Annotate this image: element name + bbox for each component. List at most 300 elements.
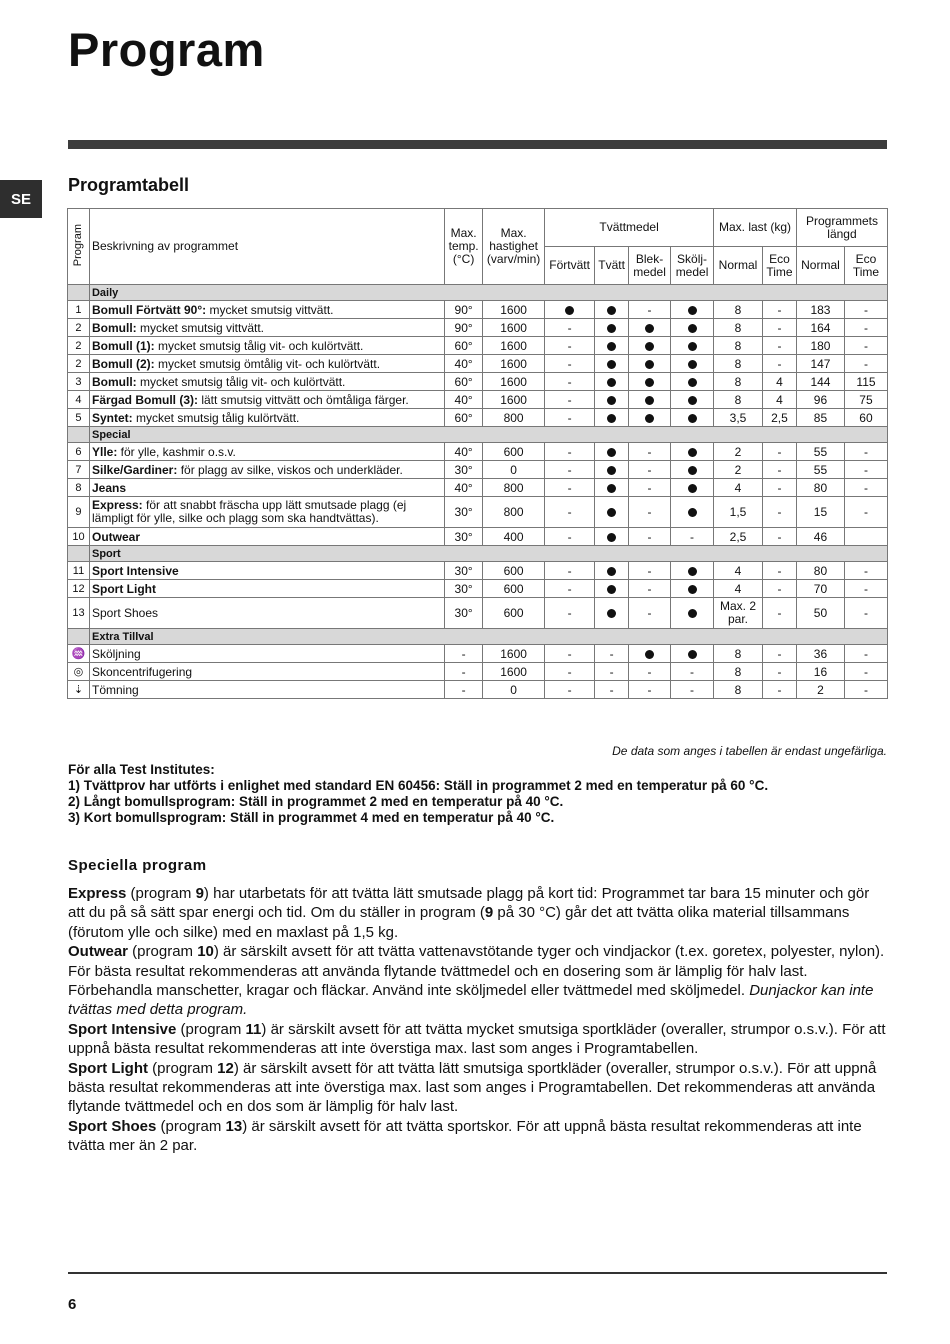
duration-eco: - — [844, 461, 887, 479]
prewash: - — [545, 645, 595, 663]
filled-dot-icon — [688, 650, 697, 659]
table-row — [68, 337, 888, 355]
table-row — [68, 580, 888, 598]
filled-dot-icon — [688, 585, 697, 594]
prewash: - — [545, 391, 595, 409]
filled-dot-icon — [607, 396, 616, 405]
load-normal: 2 — [714, 443, 763, 461]
max-temp: 30° — [445, 461, 483, 479]
wash — [595, 319, 629, 337]
load-eco: - — [762, 319, 796, 337]
max-temp: 40° — [445, 443, 483, 461]
spin-icon: ◎ — [73, 666, 84, 678]
program-description: Sport Intensive — [89, 562, 444, 580]
filled-dot-icon — [607, 484, 616, 493]
wash — [595, 562, 629, 580]
group-label: Special — [89, 427, 887, 443]
program-description: Express: för att snabbt fräscha upp lätt smutsade plagg (ej lämpligt för ylle, silke och plagg som ska handtvättas). — [89, 497, 444, 528]
duration-normal: 96 — [796, 391, 844, 409]
load-normal: 8 — [714, 337, 763, 355]
paragraph: Sport Intensive (program 11) är särskilt avsett för att tvätta mycket smutsiga sportkläder (overaller, strumpor o.s.v.). För att uppnå bästa resultat rekommenderas att inte överstiga max. last som anges i Programtabellen. — [68, 1020, 886, 1058]
load-eco: - — [762, 528, 796, 546]
prewash: - — [545, 409, 595, 427]
max-temp: 40° — [445, 479, 483, 497]
load-normal: 8 — [714, 681, 763, 699]
duration-normal: 36 — [796, 645, 844, 663]
prewash: - — [545, 355, 595, 373]
duration-eco: - — [844, 301, 887, 319]
program-description: Outwear — [89, 528, 444, 546]
max-speed: 800 — [483, 497, 545, 528]
wash — [595, 391, 629, 409]
load-eco: - — [762, 355, 796, 373]
softener — [671, 409, 714, 427]
filled-dot-icon — [688, 448, 697, 457]
max-temp: - — [445, 681, 483, 699]
filled-dot-icon — [607, 466, 616, 475]
filled-dot-icon — [645, 342, 654, 351]
max-speed: 1600 — [483, 373, 545, 391]
header-max-temp: Max. temp. (°C) — [445, 209, 483, 285]
table-row — [68, 663, 888, 681]
program-description: Tömning — [89, 681, 444, 699]
filled-dot-icon — [688, 396, 697, 405]
duration-eco: - — [844, 319, 887, 337]
max-speed: 600 — [483, 562, 545, 580]
filled-dot-icon — [688, 508, 697, 517]
duration-normal: 15 — [796, 497, 844, 528]
prewash: - — [545, 528, 595, 546]
filled-dot-icon — [607, 508, 616, 517]
duration-normal: 55 — [796, 461, 844, 479]
max-speed: 1600 — [483, 319, 545, 337]
program-number: 10 — [68, 528, 90, 546]
max-temp: 90° — [445, 301, 483, 319]
prewash: - — [545, 479, 595, 497]
table-row — [68, 562, 888, 580]
wash — [595, 598, 629, 629]
program-description: Skoncentrifugering — [89, 663, 444, 681]
filled-dot-icon — [688, 414, 697, 423]
max-temp: 90° — [445, 319, 483, 337]
header-description: Beskrivning av programmet — [89, 209, 444, 285]
program-number: 11 — [68, 562, 90, 580]
load-normal: 4 — [714, 580, 763, 598]
header-max-load: Max. last (kg) — [714, 209, 797, 247]
filled-dot-icon — [645, 378, 654, 387]
max-speed: 1600 — [483, 663, 545, 681]
filled-dot-icon — [645, 360, 654, 369]
load-eco: 4 — [762, 373, 796, 391]
filled-dot-icon — [688, 609, 697, 618]
wash: - — [595, 681, 629, 699]
table-row — [68, 598, 888, 629]
load-eco: - — [762, 443, 796, 461]
header-load-normal: Normal — [714, 247, 763, 285]
load-eco: - — [762, 598, 796, 629]
duration-eco: - — [844, 663, 887, 681]
duration-eco: - — [844, 562, 887, 580]
bleach — [629, 337, 671, 355]
table-row — [68, 409, 888, 427]
filled-dot-icon — [688, 567, 697, 576]
duration-eco: 115 — [844, 373, 887, 391]
group-spacer — [68, 427, 90, 443]
option-icon-cell — [68, 645, 90, 663]
filled-dot-icon — [645, 396, 654, 405]
table-row — [68, 391, 888, 409]
group-spacer — [68, 285, 90, 301]
wash — [595, 497, 629, 528]
table-row — [68, 528, 888, 546]
option-icon-cell — [68, 663, 90, 681]
duration-eco: - — [844, 337, 887, 355]
bleach: - — [629, 562, 671, 580]
load-eco: - — [762, 580, 796, 598]
section-title: Programtabell — [68, 175, 190, 195]
max-temp: 30° — [445, 497, 483, 528]
duration-eco: 75 — [844, 391, 887, 409]
load-normal: 8 — [714, 355, 763, 373]
wash — [595, 373, 629, 391]
program-number: 13 — [68, 598, 90, 629]
header-softener: Skölj-medel — [671, 247, 714, 285]
special-programs-title: Speciella program — [68, 857, 207, 874]
filled-dot-icon — [645, 414, 654, 423]
duration-normal: 16 — [796, 663, 844, 681]
header-detergent: Tvättmedel — [545, 209, 714, 247]
program-description: Färgad Bomull (3): lätt smutsig vittvätt och ömtåliga färger. — [89, 391, 444, 409]
program-description: Bomull (2): mycket smutsig ömtålig vit- och kulörtvätt. — [89, 355, 444, 373]
duration-normal: 147 — [796, 355, 844, 373]
duration-eco: - — [844, 681, 887, 699]
duration-eco — [844, 528, 887, 546]
load-eco: - — [762, 562, 796, 580]
duration-normal: 46 — [796, 528, 844, 546]
wash — [595, 409, 629, 427]
prewash: - — [545, 562, 595, 580]
footer-rule — [68, 1272, 887, 1274]
bleach: - — [629, 461, 671, 479]
duration-eco: 60 — [844, 409, 887, 427]
softener: - — [671, 681, 714, 699]
load-normal: 8 — [714, 645, 763, 663]
load-normal: 8 — [714, 663, 763, 681]
softener — [671, 645, 714, 663]
program-number: 4 — [68, 391, 90, 409]
max-speed: 1600 — [483, 337, 545, 355]
filled-dot-icon — [607, 378, 616, 387]
header-duration-normal: Normal — [796, 247, 844, 285]
duration-normal: 70 — [796, 580, 844, 598]
duration-normal: 180 — [796, 337, 844, 355]
max-speed: 1600 — [483, 355, 545, 373]
wash — [595, 301, 629, 319]
paragraph: Sport Shoes (program 13) är särskilt avsett för att tvätta sportskor. För att uppnå bästa resultat rekommenderas att inte tvätta mer än 2 par. — [68, 1117, 862, 1155]
header-duration-eco: Eco Time — [844, 247, 887, 285]
max-temp: - — [445, 663, 483, 681]
duration-normal: 2 — [796, 681, 844, 699]
group-label: Daily — [89, 285, 887, 301]
duration-eco: - — [844, 645, 887, 663]
bleach: - — [629, 663, 671, 681]
duration-normal: 164 — [796, 319, 844, 337]
program-number: 6 — [68, 443, 90, 461]
bleach — [629, 355, 671, 373]
group-spacer — [68, 546, 90, 562]
program-description: Bomull: mycket smutsig tålig vit- och kulörtvätt. — [89, 373, 444, 391]
softener — [671, 479, 714, 497]
load-normal: 4 — [714, 479, 763, 497]
test-line: 1) Tvättprov har utförts i enlighet med standard EN 60456: Ställ in programmet 2 med en temperatur på 60 °C. — [68, 778, 769, 793]
prewash: - — [545, 663, 595, 681]
softener — [671, 355, 714, 373]
duration-normal: 80 — [796, 479, 844, 497]
program-number: 2 — [68, 355, 90, 373]
max-temp: 30° — [445, 528, 483, 546]
filled-dot-icon — [607, 306, 616, 315]
wash — [595, 528, 629, 546]
softener — [671, 319, 714, 337]
load-eco: - — [762, 681, 796, 699]
wash — [595, 337, 629, 355]
wash — [595, 580, 629, 598]
program-number: 12 — [68, 580, 90, 598]
load-eco: - — [762, 337, 796, 355]
option-icon-cell — [68, 681, 90, 699]
max-temp: 60° — [445, 337, 483, 355]
prewash: - — [545, 319, 595, 337]
filled-dot-icon — [688, 466, 697, 475]
filled-dot-icon — [688, 360, 697, 369]
duration-normal: 85 — [796, 409, 844, 427]
max-speed: 0 — [483, 681, 545, 699]
special-programs-text — [68, 884, 888, 1156]
prewash: - — [545, 681, 595, 699]
table-row — [68, 319, 888, 337]
load-normal: 8 — [714, 373, 763, 391]
load-eco: - — [762, 479, 796, 497]
group-row — [68, 629, 888, 645]
bleach: - — [629, 598, 671, 629]
load-normal: 1,5 — [714, 497, 763, 528]
program-description: Syntet: mycket smutsig tålig kulörtvätt. — [89, 409, 444, 427]
prewash: - — [545, 443, 595, 461]
duration-eco: - — [844, 479, 887, 497]
duration-normal: 183 — [796, 301, 844, 319]
filled-dot-icon — [688, 378, 697, 387]
page-number: 6 — [68, 1296, 77, 1313]
group-label: Sport — [89, 546, 887, 562]
load-normal: 4 — [714, 562, 763, 580]
program-number: 5 — [68, 409, 90, 427]
filled-dot-icon — [607, 609, 616, 618]
max-speed: 1600 — [483, 391, 545, 409]
bleach — [629, 391, 671, 409]
filled-dot-icon — [607, 585, 616, 594]
softener: - — [671, 528, 714, 546]
group-row — [68, 285, 888, 301]
table-row — [68, 497, 888, 528]
rinse-icon: ♒ — [71, 648, 86, 660]
max-temp: 40° — [445, 391, 483, 409]
softener — [671, 598, 714, 629]
duration-eco: - — [844, 598, 887, 629]
program-table — [67, 208, 888, 699]
paragraph: Outwear (program 10) är särskilt avsett för att tvätta vattenavstötande tyger och vindjackor (t.ex. goretex, polyester, nylon). För bästa resultat rekommenderas att använda flytande tvättmedel och en dosering som är lämplig för halv last. Förbehandla manschetter, kragar och fläckar. Använd inte sköljmedel eller tvättmedel med sköljmedel. Dunjackor kan inte tvättas med detta program. — [68, 943, 885, 1019]
duration-eco: - — [844, 443, 887, 461]
load-normal: 8 — [714, 319, 763, 337]
softener — [671, 301, 714, 319]
filled-dot-icon — [607, 533, 616, 542]
program-description: Bomull Förtvätt 90°: mycket smutsig vittvätt. — [89, 301, 444, 319]
test-line: För alla Test Institutes: — [68, 762, 215, 777]
duration-eco: - — [844, 497, 887, 528]
program-number: 1 — [68, 301, 90, 319]
filled-dot-icon — [607, 324, 616, 333]
header-rule — [68, 140, 887, 149]
prewash: - — [545, 580, 595, 598]
softener — [671, 443, 714, 461]
header-prewash: Förtvätt — [545, 247, 595, 285]
load-eco: - — [762, 461, 796, 479]
group-spacer — [68, 629, 90, 645]
table-row — [68, 461, 888, 479]
filled-dot-icon — [688, 342, 697, 351]
filled-dot-icon — [688, 306, 697, 315]
max-speed: 0 — [483, 461, 545, 479]
header-max-speed: Max. hastighet (varv/min) — [483, 209, 545, 285]
load-normal: 8 — [714, 391, 763, 409]
paragraph: Express (program 9) har utarbetats för att tvätta lätt smutsade plagg på kort tid: Programmet tar bara 15 minuter och gör att du på så sätt spar energi och tid. Om du ställer in program (9 på 30 °C) går det att tvätta olika material tillsammans (förutom ylle och silke) med en maxlast på 1,5 kg. — [68, 885, 870, 941]
max-temp: 30° — [445, 580, 483, 598]
max-speed: 600 — [483, 580, 545, 598]
program-description: Sköljning — [89, 645, 444, 663]
bleach — [629, 373, 671, 391]
bleach: - — [629, 681, 671, 699]
max-speed: 600 — [483, 443, 545, 461]
bleach: - — [629, 443, 671, 461]
table-note: De data som anges i tabellen är endast ungefärliga. — [612, 744, 887, 758]
bleach: - — [629, 301, 671, 319]
wash — [595, 479, 629, 497]
prewash: - — [545, 337, 595, 355]
bleach — [629, 409, 671, 427]
max-speed: 400 — [483, 528, 545, 546]
wash — [595, 461, 629, 479]
prewash: - — [545, 497, 595, 528]
table-row — [68, 355, 888, 373]
softener — [671, 373, 714, 391]
softener — [671, 562, 714, 580]
wash — [595, 355, 629, 373]
load-normal: 2 — [714, 461, 763, 479]
duration-normal: 50 — [796, 598, 844, 629]
filled-dot-icon — [688, 484, 697, 493]
test-institutes-block — [68, 762, 868, 826]
filled-dot-icon — [607, 414, 616, 423]
load-eco: 2,5 — [762, 409, 796, 427]
program-description: Bomull: mycket smutsig vittvätt. — [89, 319, 444, 337]
bleach: - — [629, 580, 671, 598]
bleach: - — [629, 497, 671, 528]
load-eco: - — [762, 301, 796, 319]
header-program: Program — [68, 209, 90, 285]
header-bleach: Blek-medel — [629, 247, 671, 285]
duration-eco: - — [844, 580, 887, 598]
max-speed: 1600 — [483, 301, 545, 319]
prewash: - — [545, 373, 595, 391]
program-number: 3 — [68, 373, 90, 391]
program-description: Bomull (1): mycket smutsig tålig vit- och kulörtvätt. — [89, 337, 444, 355]
max-temp: 30° — [445, 598, 483, 629]
softener — [671, 580, 714, 598]
table-row — [68, 373, 888, 391]
bleach — [629, 319, 671, 337]
prewash: - — [545, 598, 595, 629]
softener — [671, 497, 714, 528]
filled-dot-icon — [607, 567, 616, 576]
max-temp: - — [445, 645, 483, 663]
filled-dot-icon — [565, 306, 574, 315]
load-eco: 4 — [762, 391, 796, 409]
table-row — [68, 443, 888, 461]
bleach — [629, 645, 671, 663]
header-wash: Tvätt — [595, 247, 629, 285]
wash: - — [595, 645, 629, 663]
program-number: 8 — [68, 479, 90, 497]
filled-dot-icon — [688, 324, 697, 333]
load-normal: 3,5 — [714, 409, 763, 427]
max-speed: 800 — [483, 409, 545, 427]
page-title: Program — [68, 23, 265, 76]
header-duration: Programmets längd — [796, 209, 887, 247]
program-description: Silke/Gardiner: för plagg av silke, viskos och underkläder. — [89, 461, 444, 479]
program-number: 7 — [68, 461, 90, 479]
group-row — [68, 546, 888, 562]
program-description: Sport Light — [89, 580, 444, 598]
max-temp: 60° — [445, 409, 483, 427]
load-eco: - — [762, 645, 796, 663]
duration-eco: - — [844, 355, 887, 373]
program-number: 9 — [68, 497, 90, 528]
language-tab: SE — [0, 180, 42, 218]
group-row — [68, 427, 888, 443]
load-eco: - — [762, 663, 796, 681]
bleach: - — [629, 479, 671, 497]
group-label: Extra Tillval — [89, 629, 887, 645]
header-load-eco: Eco Time — [762, 247, 796, 285]
prewash — [545, 301, 595, 319]
wash: - — [595, 663, 629, 681]
paragraph: Sport Light (program 12) är särskilt avsett för att tvätta lätt smutsiga sportkläder (overaller, strumpor o.s.v.). För att uppnå bästa resultat rekommenderas att inte överstiga max. last som anges i Programtabellen. Det rekommenderas att använda flytande tvättmedel och en dos som är lämplig för halv last. — [68, 1059, 877, 1116]
prewash: - — [545, 461, 595, 479]
program-description: Ylle: för ylle, kashmir o.s.v. — [89, 443, 444, 461]
load-eco: - — [762, 497, 796, 528]
program-description: Sport Shoes — [89, 598, 444, 629]
filled-dot-icon — [645, 650, 654, 659]
table-row — [68, 479, 888, 497]
table-row — [68, 681, 888, 699]
softener — [671, 391, 714, 409]
max-speed: 800 — [483, 479, 545, 497]
program-description: Jeans — [89, 479, 444, 497]
softener — [671, 337, 714, 355]
test-line: 3) Kort bomullsprogram: Ställ in programmet 4 med en temperatur på 40 °C. — [68, 810, 555, 825]
duration-normal: 144 — [796, 373, 844, 391]
table-row — [68, 301, 888, 319]
table-row — [68, 645, 888, 663]
